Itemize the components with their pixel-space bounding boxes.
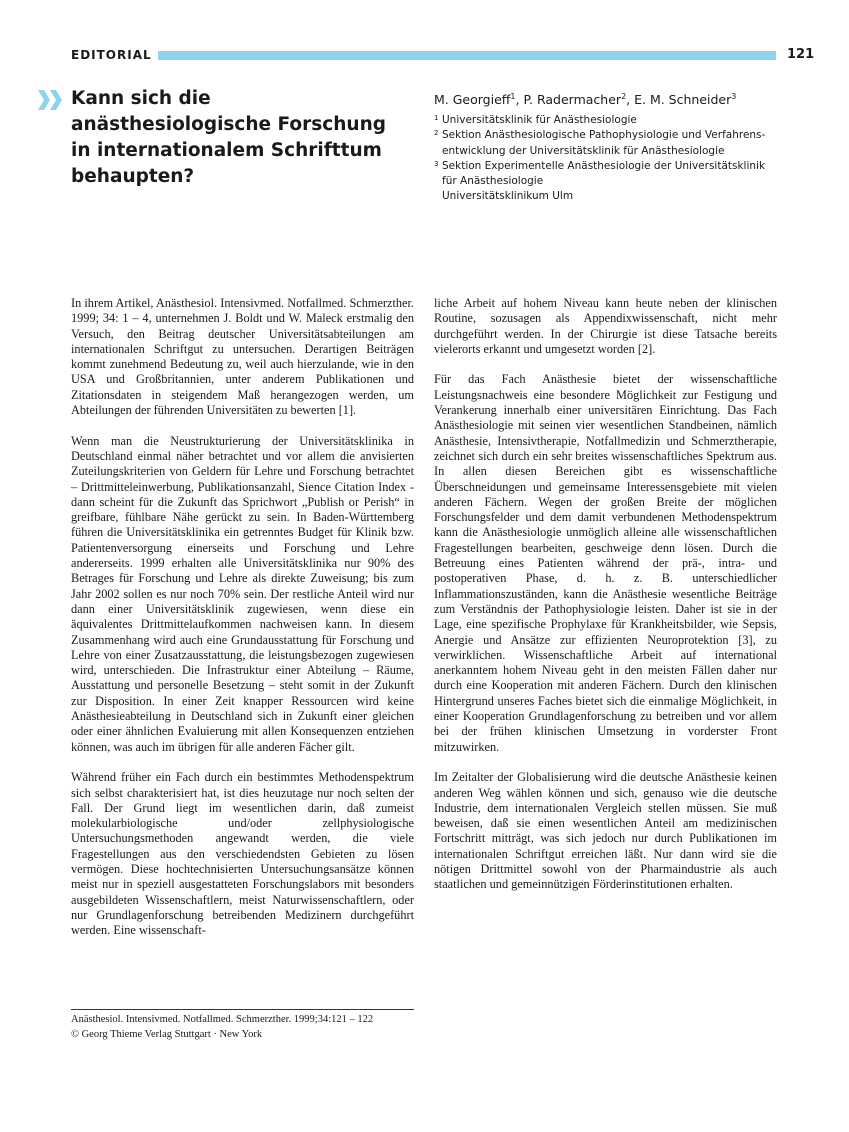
footer-copyright: © Georg Thieme Verlag Stuttgart · New York [71, 1028, 263, 1040]
author-name: M. Georgieff [434, 92, 511, 108]
affiliation-line: Sektion Experimentelle Anästhesiologie der Universitätsklinik [442, 159, 766, 172]
affiliation-line: Universitätsklinikum Ulm [442, 190, 574, 203]
affiliation-line: Universitätsklinik für Anästhesiologie [442, 114, 637, 126]
body-paragraph: Für das Fach Anästhesie bietet der wissenschaftliche Leistungsnachweis eine besondere Möglichkeit zur Festigung und Verankerung innerhalb einer universitären Einrichtung. Das Fach Anästhesiologie mit seinen vier wesentlichen Standbeinen, nämlich Anästhesie, Intensivtherapie, Notfallmedizin und Schmerztherapie, zeichnet sich durch ein sehr breites wissenschaftliches Spektrum aus. In allen diesen Bereichen gibt es wissenschaftliche Überschneidungen und gemeinsame Interessensgebiete mit vielen anderen Fächern. Wegen der großen Breite der möglichen Forschungsfelder und dem damit verbundenen Methodenspektrum kann die Anästhesiologie unmöglich alleine alle wissenschaftlichen Fragestellungen bearbeiten, geschweige denn lösen. Durch die Betreuung eines Patienten während der prä-, intra- und postoperativen Phase, d. h. z. B. unterschiedlicher Inflammationszuständen, kann die Anästhesie wesentliche Beiträge zum Verständnis der Pathophysiologie leisten. Daher ist sie in der Lage, eine spezifische Prophylaxe für Krankheitsbilder, wie Sepsis, Anergie und Ansätze zur effizienten Neuroprotektion [3], zu verwirklichen. Wissenschaftliche Arbeit auf international anerkanntem hohem Niveau geht in den meisten Fällen daher nur durch eine Kooperation mit anderen Fächern. Durch den klinischen Hintergrund unseres Faches bietet sich die einmalige Möglichkeit, in einer Kooperation Grundlagenforschung zu betreiben und vor allem bei der frühen klinischen Umsetzung in vorderster Front mitzuwirken. [434, 372, 777, 754]
author-list: M. Georgieff$^1$, P. Radermacher$^2$, E. M. Schneider$^3$ [434, 92, 737, 108]
body-paragraph: Wenn man die Neustrukturierung der Universitätsklinika in Deutschland einmal näher betrachtet und vor allem die anvisierten Zuteilungskriterien von Geldern für Lehre und Forschung betrachtet – Drittmitteleinwerbung, Publikationsanzahl, Sience Citation Index - dann scheint für die Zukunft das Sprichwort „Publish or Perish“ in greifbare, fühlbare Nähe gerückt zu sein. In Baden-Württemberg führen die Universitätsklinika ein getrenntes Budget für Klinik bzw. Patientenversorgung einerseits und Forschung und Lehre andererseits. 1999 erhalten alle Universitätsklinika nur 90% des Betrages für Forschung und Lehre als direkte Zuweisung; bis zum Jahr 2002 sollen es nur noch 70% sein. Der restliche Anteil wird nur dann einer Universitätsklinik zugewiesen, wenn diese ein äquivalentes Drittmittelaufkommen nachweisen kann. In diesem Zusammenhang wird auch eine Grundausstattung für Forschung und Lehre von einer Zusatzausstattung, die leistungsbezogen zugewiesen wird, unterschieden. Die Infrastruktur einer Abteilung – Räume, Ausstattung und personelle Besetzung – steht somit in der Zukunft zur Disposition. In einer Zeit knapper Ressourcen wird keine Anästhesieabteilung in Deutschland sich in Zukunft einer gleichen oder einer ähnlichen Evaluierung mit allen Konsequenzen entziehen können, was auch im übrigen für alle anderen Fächer gilt. [71, 433, 414, 754]
page-number: 121 [787, 47, 815, 62]
affiliation-list [434, 113, 794, 205]
body-paragraph: Während früher ein Fach durch ein bestimmtes Methodenspektrum sich selbst charakterisiert hat, ist dies heuzutage nur noch selten der Fall. Der Grund liegt im wesentlichen darin, daß zumeist molekularbiologische und/oder zellphysiologische Untersuchungsmethoden angewandt werden, die viele Fragestellungen aus den verschiedendsten Gebieten zu lösen vermögen. Diese hochtechnisierten Untersuchungsansätze können meist nur in speziell ausgestatteten Forschungslabors mit besonders ausgebildeten Wissenschaftlern, meist Naturwissenschaftlern, oder nur Grundlagenforschung betreibenden Medizinern durchgeführt werden. Eine wissenschaft- [71, 770, 414, 938]
affiliation-item [434, 128, 794, 159]
affiliation-line: entwicklung der Universitätsklinik für Anästhesiologie [442, 144, 725, 157]
quote-mark-icon [36, 88, 66, 112]
affiliation-item [434, 113, 794, 128]
author-name: E. M. Schneider [634, 92, 732, 108]
author-affil-ref: 3 [731, 92, 737, 101]
footer-citation: Anästhesiol. Intensivmed. Notfallmed. Schmerzther. 1999;34:121 – 122 [71, 1014, 374, 1025]
affiliation-line: Sektion Anästhesiologische Pathophysiologie und Verfahrens- [442, 129, 766, 142]
body-paragraph: Im Zeitalter der Globalisierung wird die deutsche Anästhesie keinen anderen Weg wählen können und sich, genauso wie die deutsche Industrie, dem internationalen Vergleich stellen müssen. Sie muß beweisen, daß sie einen wesentlichen Anteil am medizinischen Fortschritt mitträgt, was sich jedoch nur durch Publikationen im internationalen Schriftgut erreichen läßt. Nur dann wird sie die nötigen Drittmittel sowohl von der Pharmaindustrie als auch staatlichen und gemeinnützigen Förderinstitutionen erhalten. [434, 770, 777, 892]
footer [71, 1013, 373, 1042]
author-name: P. Radermacher [523, 92, 622, 108]
author-affil-ref: 1 [510, 92, 516, 101]
affiliation-item [434, 159, 794, 205]
author-affil-ref: 2 [621, 92, 627, 101]
body-column-left [71, 296, 414, 954]
section-label: EDITORIAL [71, 48, 152, 62]
body-paragraph: liche Arbeit auf hohem Niveau kann heute neben der klinischen Routine, sozusagen als Appendixwissenschaft, nicht mehr durchgeführt werden. In der Chirurgie ist diese Tatsache bereits vielerorts erkannt und umgesetzt worden [2]. [434, 296, 777, 356]
affiliation-number: 2 [434, 129, 439, 138]
header-bar [158, 51, 776, 60]
footer-divider [71, 1009, 414, 1010]
affiliation-number: 3 [434, 159, 439, 168]
body-column-right [434, 296, 777, 908]
article-title: Kann sich die anästhesiologische Forschung in internationalem Schrifttum behaupten? [71, 88, 386, 187]
affiliation-line: für Anästhesiologie [442, 175, 544, 188]
affiliation-number: 1 [434, 114, 439, 122]
body-paragraph: In ihrem Artikel, Anästhesiol. Intensivmed. Notfallmed. Schmerzther. 1999; 34: 1 – 4, unternehmen J. Boldt und W. Maleck erstmalig den Versuch, den Beitrag deutscher Universitätsabteilungen am internationalen Schriftgut zu untersuchen. Derartigen Beiträgen kommt zunehmend Bedeutung zu, weil auch hierzulande, wie in den USA und Großbritannien, unter anderem Publikationen und Zitationsdaten in steigendem Maß herangezogen werden, um Abteilungen der führenden Universitäten zu bewerten [1]. [71, 296, 414, 418]
